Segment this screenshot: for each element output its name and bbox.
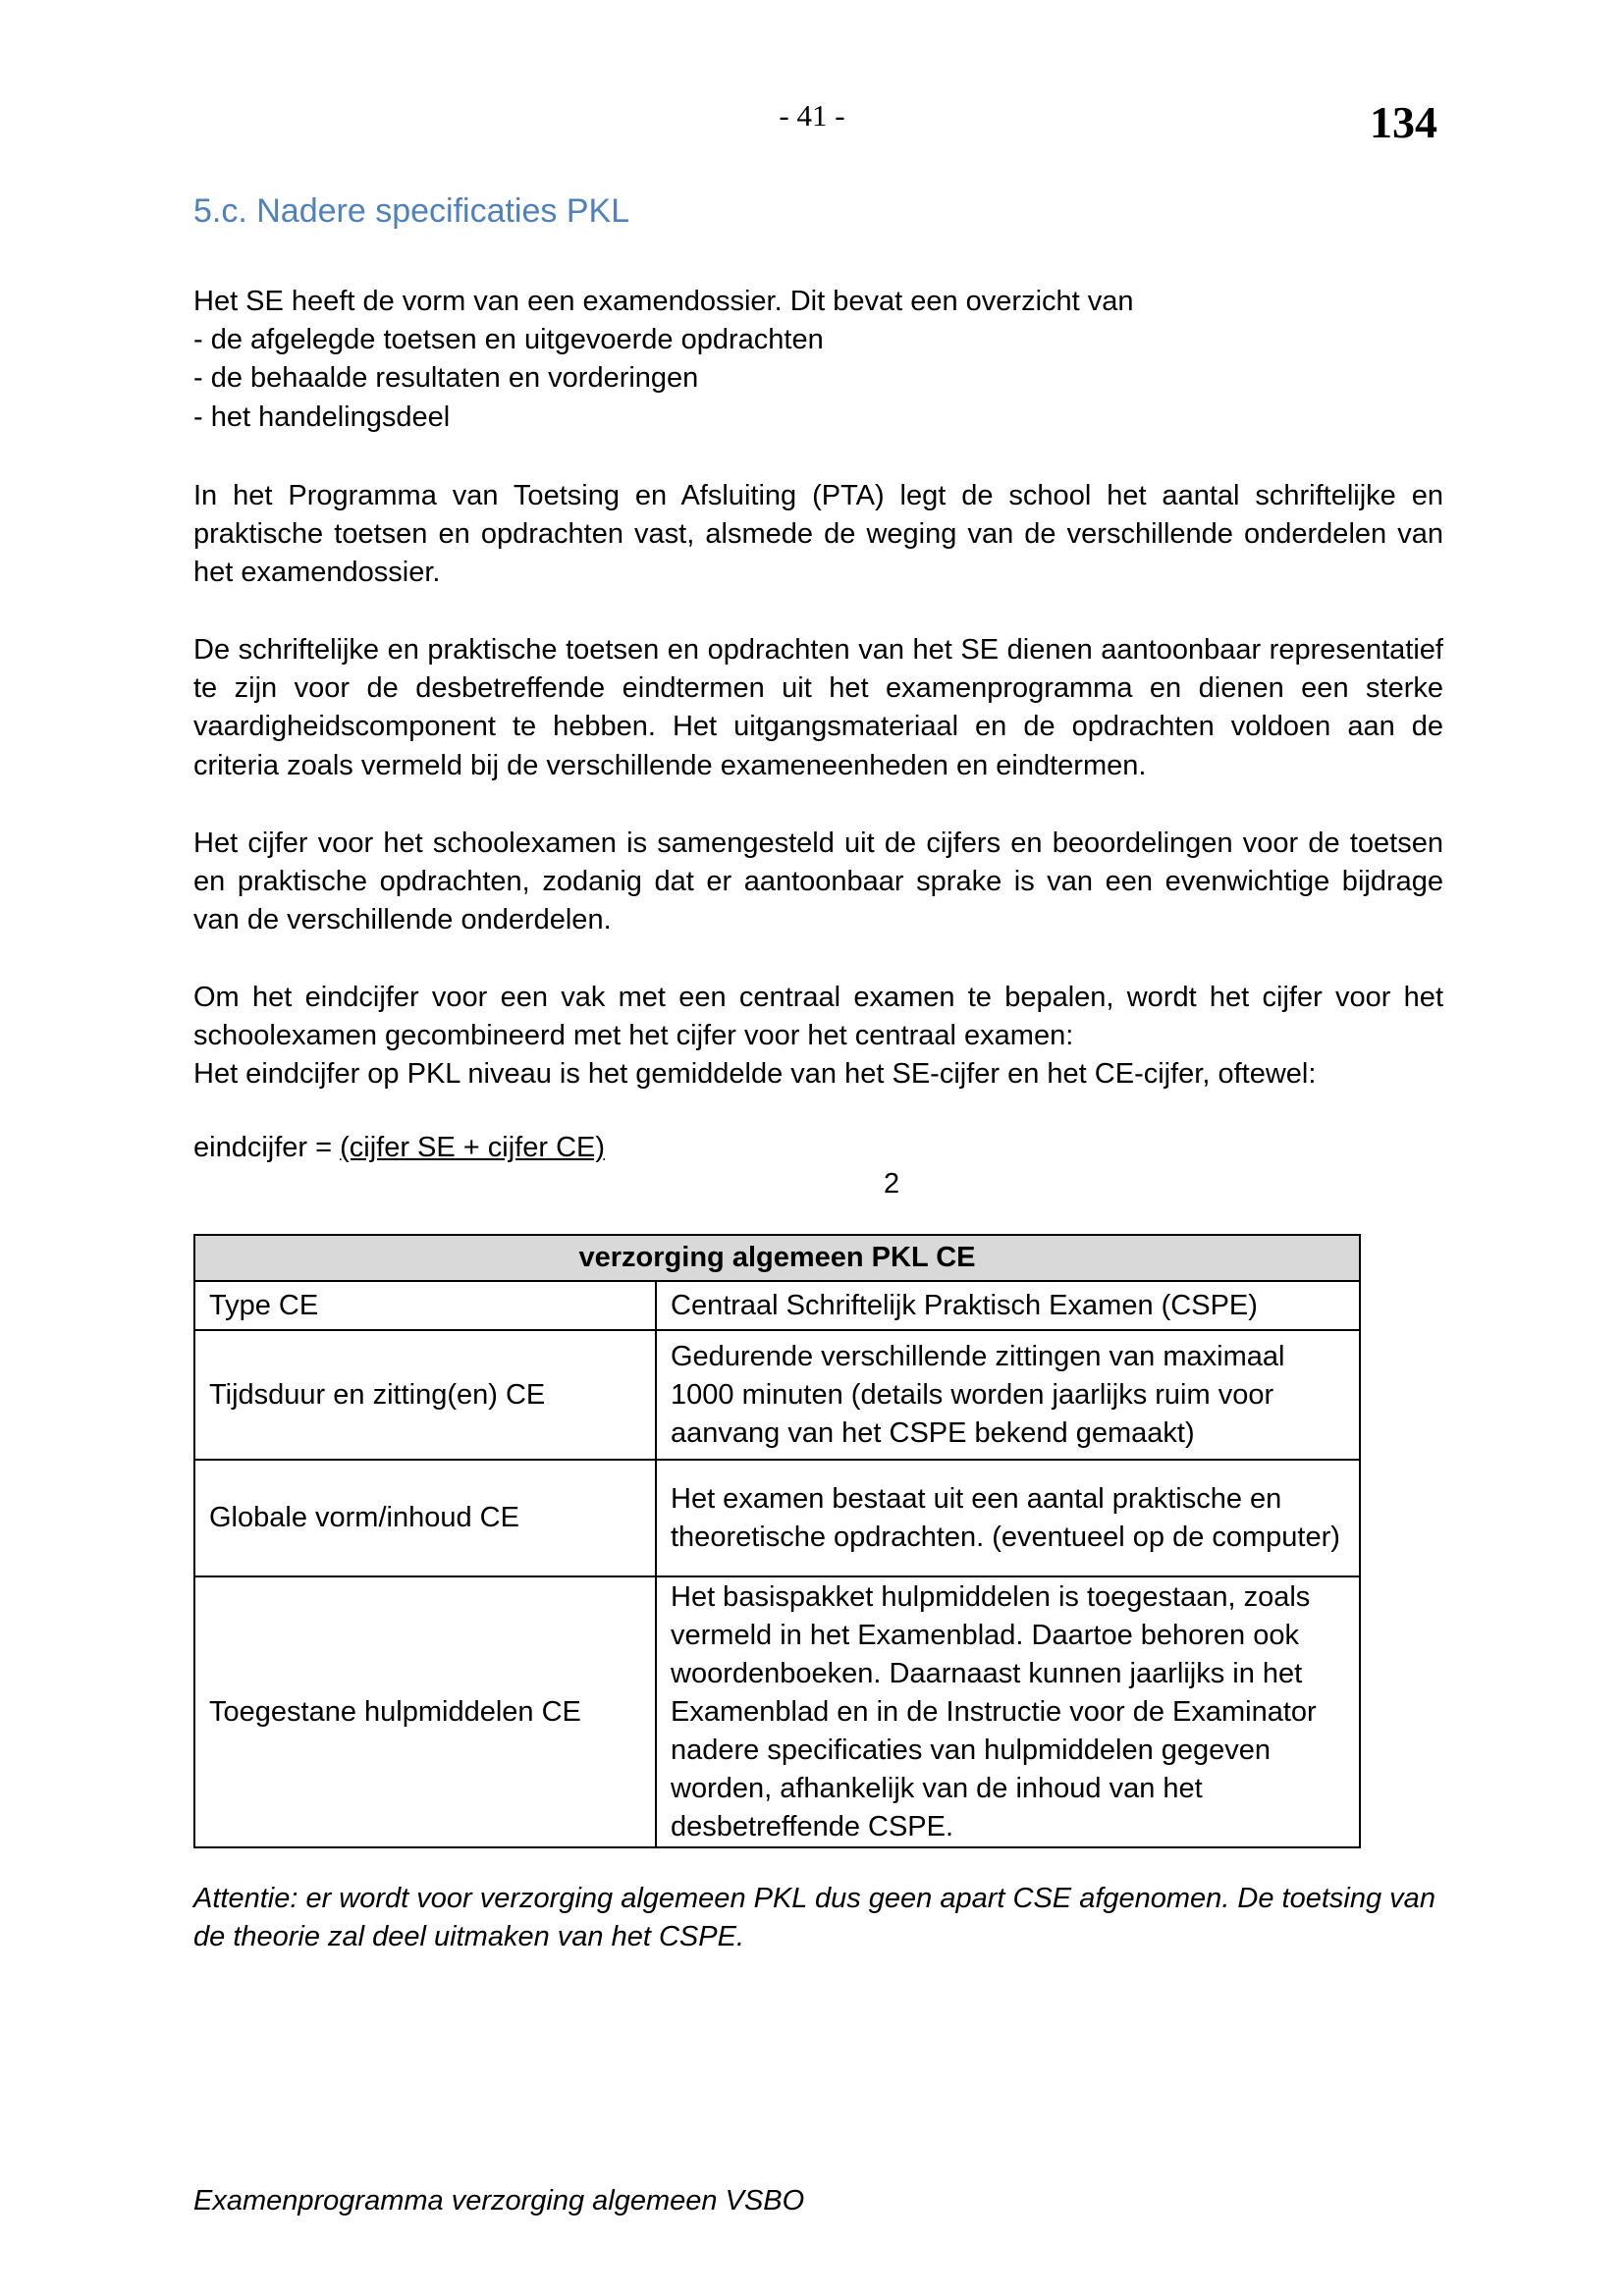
row-value: Gedurende verschillende zittingen van maximaal 1000 minuten (details worden jaarlijks ruim voor aanvang van het CSPE bekend gemaakt) <box>656 1330 1360 1460</box>
paragraph-intro: Het SE heeft de vorm van een examendossier. Dit bevat een overzicht van <box>193 286 1134 317</box>
paragraph-text: Het eindcijfer op PKL niveau is het gemiddelde van het SE-cijfer en het CE-cijfer, oftewel: <box>193 1058 1317 1091</box>
attention-note: Attentie: er wordt voor verzorging algemeen PKL dus geen apart CSE afgenomen. De toetsing van de theorie zal deel uitmaken van het CSPE. <box>193 1883 1435 1952</box>
paragraph-eindcijfer <box>193 979 1443 1095</box>
row-label: Type CE <box>194 1281 656 1330</box>
section-title: 5.c. Nadere specificaties PKL <box>193 192 630 230</box>
page-number: - 41 - <box>779 98 845 133</box>
table-row <box>194 1576 1360 1847</box>
paragraph-text: De schriftelijke en praktische toetsen en opdrachten van het SE dienen aantoonbaar representatief te zijn voor de desbetreffende eindtermen uit het examenprogramma en dienen een sterke vaardigheidscomponent te hebben. Het uitgangsmateriaal en de opdrachten voldoen aan de criteria zoals vermeld bij de verschillende exameneenheden en eindtermen. <box>193 634 1443 781</box>
row-label: Globale vorm/inhoud CE <box>194 1460 656 1576</box>
page-stamp: 134 <box>1370 97 1437 147</box>
row-value: Het basispakket hulpmiddelen is toegestaan, zoals vermeld in het Examenblad. Daartoe behoren ook woordenboeken. Daarnaast kunnen jaarlijks in het Examenblad en in de Instructie voor de Examinator nadere specificaties van hulpmiddelen gegeven worden, afhankelijk van de inhoud van het desbetreffende CSPE. <box>656 1576 1360 1847</box>
table-row <box>194 1281 1360 1330</box>
formula-denominator: 2 <box>884 1168 900 1200</box>
list-item: - het handelingsdeel <box>193 400 451 433</box>
paragraph-text: Om het eindcijfer voor een vak met een centraal examen te bepalen, wordt het cijfer voor het schoolexamen gecombineerd met het cijfer voor het centraal examen: <box>193 982 1443 1052</box>
list-item: - de afgelegde toetsen en uitgevoerde opdrachten <box>193 324 824 356</box>
table-title: verzorging algemeen PKL CE <box>194 1235 1360 1281</box>
row-value: Centraal Schriftelijk Praktisch Examen (CSPE) <box>656 1281 1360 1330</box>
paragraph-representatief <box>193 631 1443 785</box>
paragraph-examendossier <box>193 283 1443 437</box>
row-label: Toegestane hulpmiddelen CE <box>194 1576 656 1847</box>
paragraph-pta <box>193 477 1443 593</box>
table-row <box>194 1460 1360 1576</box>
paragraph-schoolexamen <box>193 825 1443 940</box>
table-header-row <box>194 1235 1360 1281</box>
formula-lhs: eindcijfer = <box>193 1132 341 1163</box>
paragraph-text: In het Programma van Toetsing en Afsluiting (PTA) legt de school het aantal schriftelijke en praktische toetsen en opdrachten vast, alsmede de weging van de verschillende onderdelen van het examendossier. <box>193 480 1443 589</box>
table-row <box>194 1330 1360 1460</box>
row-value: Het examen bestaat uit een aantal praktische en theoretische opdrachten. (eventueel op de computer) <box>656 1460 1360 1576</box>
list-item: - de behaalde resultaten en vorderingen <box>193 362 699 395</box>
row-label: Tijdsduur en zitting(en) CE <box>194 1330 656 1460</box>
spec-table <box>193 1234 1361 1848</box>
paragraph-text: Het cijfer voor het schoolexamen is samengesteld uit de cijfers en beoordelingen voor de toetsen en praktische opdrachten, zodanig dat er aantoonbaar sprake is van een evenwichtige bijdrage van de verschillende onderdelen. <box>193 828 1443 936</box>
page-footer: Examenprogramma verzorging algemeen VSBO <box>193 2185 805 2216</box>
formula <box>193 1129 605 1167</box>
formula-numerator: (cijfer SE + cijfer CE) <box>340 1132 606 1163</box>
